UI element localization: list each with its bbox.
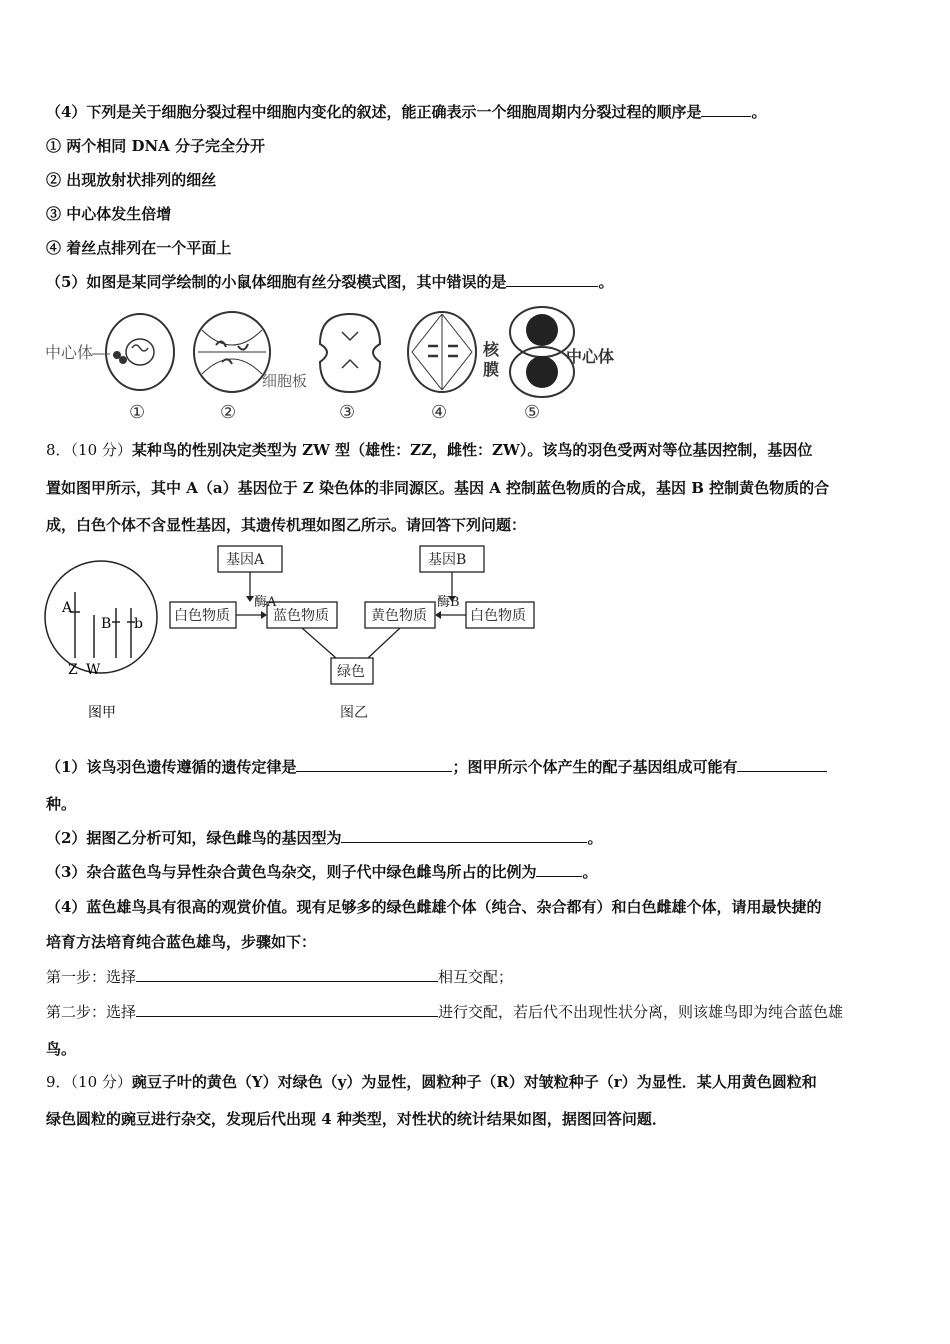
figure-number-2: ② [220,402,237,423]
q8-sub-4-line-1: （4）蓝色雄鸟具有很高的观赏价值。现有足够多的绿色雌雄个体（纯合、杂合都有）和白色雌雄个体，请用最快捷的 [46,898,822,916]
q9-number: 9．（10 分） [46,1073,132,1091]
q9-line-1-text: 豌豆子叶的黄色（Y）对绿色（y）为显性，圆粒种子（R）对皱粒种子（r）为显性．某人用黄色圆粒和 [131,1073,817,1091]
figure-jia [45,561,157,721]
q8-sub-3-text: （3）杂合蓝色鸟与异性杂合黄色鸟杂交，则子代中绿色雌鸟所占的比例为 [46,863,537,881]
label-centrosome-left: 中心体 [45,343,94,362]
q8-sub-2-end: 。 [587,829,603,847]
q7-p4-text: （4）下列是关于细胞分裂过程中细胞内变化的叙述，能正确表示一个细胞周期内分裂过程的顺序是 [46,103,702,121]
q8-number: 8．（10 分） [46,441,132,459]
q8-sub-3-end: 。 [582,863,598,881]
q9-line-2: 绿色圆粒的豌豆进行杂交，发现后代出现 4 种类型，对性状的统计结果如图，据图回答问题． [46,1110,667,1128]
label-white-left: 白色物质 [174,608,230,624]
q8-sub-1-text-b: ；图甲所示个体产生的配子基因组成可能有 [452,758,738,776]
q8-sub-3 [46,861,597,883]
label-gene-A: 基因A [226,552,265,568]
figure-number-4: ④ [431,402,448,423]
q7-option-3: ③ 中心体发生倍增 [46,205,172,223]
label-cell-plate: 细胞板 [262,372,308,390]
gene-figures [40,540,560,725]
label-enzyme-A: 酶A [254,595,277,610]
q8-sub-1 [46,756,827,778]
q7-p5 [46,271,613,293]
figure-number-3: ③ [339,402,356,423]
q8-sub-4-line-2: 培育方法培育纯合蓝色雄鸟，步骤如下： [46,933,317,951]
mitosis-figure [40,300,640,428]
label-gene-B: 基因B [428,552,467,568]
label-blue: 蓝色物质 [273,608,329,624]
q7-p5-end: 。 [598,273,614,291]
q7-p4-blank[interactable] [701,102,751,117]
q8-step-2-end: 进行交配，若后代不出现性状分离，则该雄鸟即为纯合蓝色雄 [438,1003,844,1021]
q8-sub-3-blank[interactable] [536,862,582,877]
label-green: 绿色 [337,664,365,680]
q7-p5-blank[interactable] [506,272,598,287]
figure-number-5: ⑤ [524,402,541,423]
q8-line-2: 置如图甲所示，其中 A（a）基因位于 Z 染色体的非同源区。基因 A 控制蓝色物质的合成，基因 B 控制黄色物质的合 [46,479,830,497]
q7-p4-end: 。 [751,103,767,121]
q8-line-3: 成，白色个体不含显性基因，其遗传机理如图乙所示。请回答下列问题： [46,516,527,534]
jia-label-b: b [134,616,143,632]
label-white-right: 白色物质 [470,608,526,624]
q8-sub-2-text: （2）据图乙分析可知，绿色雌鸟的基因型为 [46,829,342,847]
q7-p4 [46,101,766,123]
q8-sub-1-blank-2[interactable] [737,757,827,772]
caption-yi: 图乙 [340,705,368,721]
jia-label-A: A [62,600,73,616]
label-centrosome-right: 中心体 [566,347,615,366]
q8-step-1 [46,966,513,988]
q7-option-4: ④ 着丝点排列在一个平面上 [46,239,232,257]
q8-step-2-cont: 鸟。 [46,1040,77,1058]
q8-step-2-blank[interactable] [136,1002,438,1017]
q9-line-1 [46,1071,817,1093]
q8-step-1-label: 第一步：选择 [46,968,137,986]
q8-sub-1-blank-1[interactable] [296,757,452,772]
figure-number-1: ① [129,402,146,423]
jia-label-W: W [86,662,101,678]
q8-line-1-text: 某种鸟的性别决定类型为 ZW 型（雄性：ZZ，雌性：ZW）。该鸟的羽色受两对等位基因控制，基因位 [131,441,813,459]
q8-step-1-blank[interactable] [136,967,438,982]
q8-sub-2-blank[interactable] [341,828,587,843]
q8-step-2-label: 第二步：选择 [46,1003,137,1021]
q8-sub-2 [46,827,602,849]
cell-3 [320,314,380,392]
q8-line-1 [46,439,812,461]
label-nuclear-membrane-2: 膜 [483,360,500,379]
label-nuclear-membrane-1: 核 [483,340,500,359]
jia-label-B: B [101,616,112,632]
label-enzyme-B: 酶B [437,595,460,610]
q8-sub-1-text-a: （1）该鸟羽色遗传遵循的遗传定律是 [46,758,297,776]
q8-step-2 [46,1001,843,1023]
q7-option-1: ① 两个相同 DNA 分子完全分开 [46,137,266,155]
q8-sub-1-end: 种。 [46,795,77,813]
q8-step-1-end: 相互交配； [438,968,514,986]
q7-p5-text: （5）如图是某同学绘制的小鼠体细胞有丝分裂模式图，其中错误的是 [46,273,507,291]
label-yellow: 黄色物质 [371,608,427,624]
caption-jia: 图甲 [88,705,116,721]
q7-option-2: ② 出现放射状排列的细丝 [46,171,217,189]
jia-label-Z: Z [68,662,78,678]
